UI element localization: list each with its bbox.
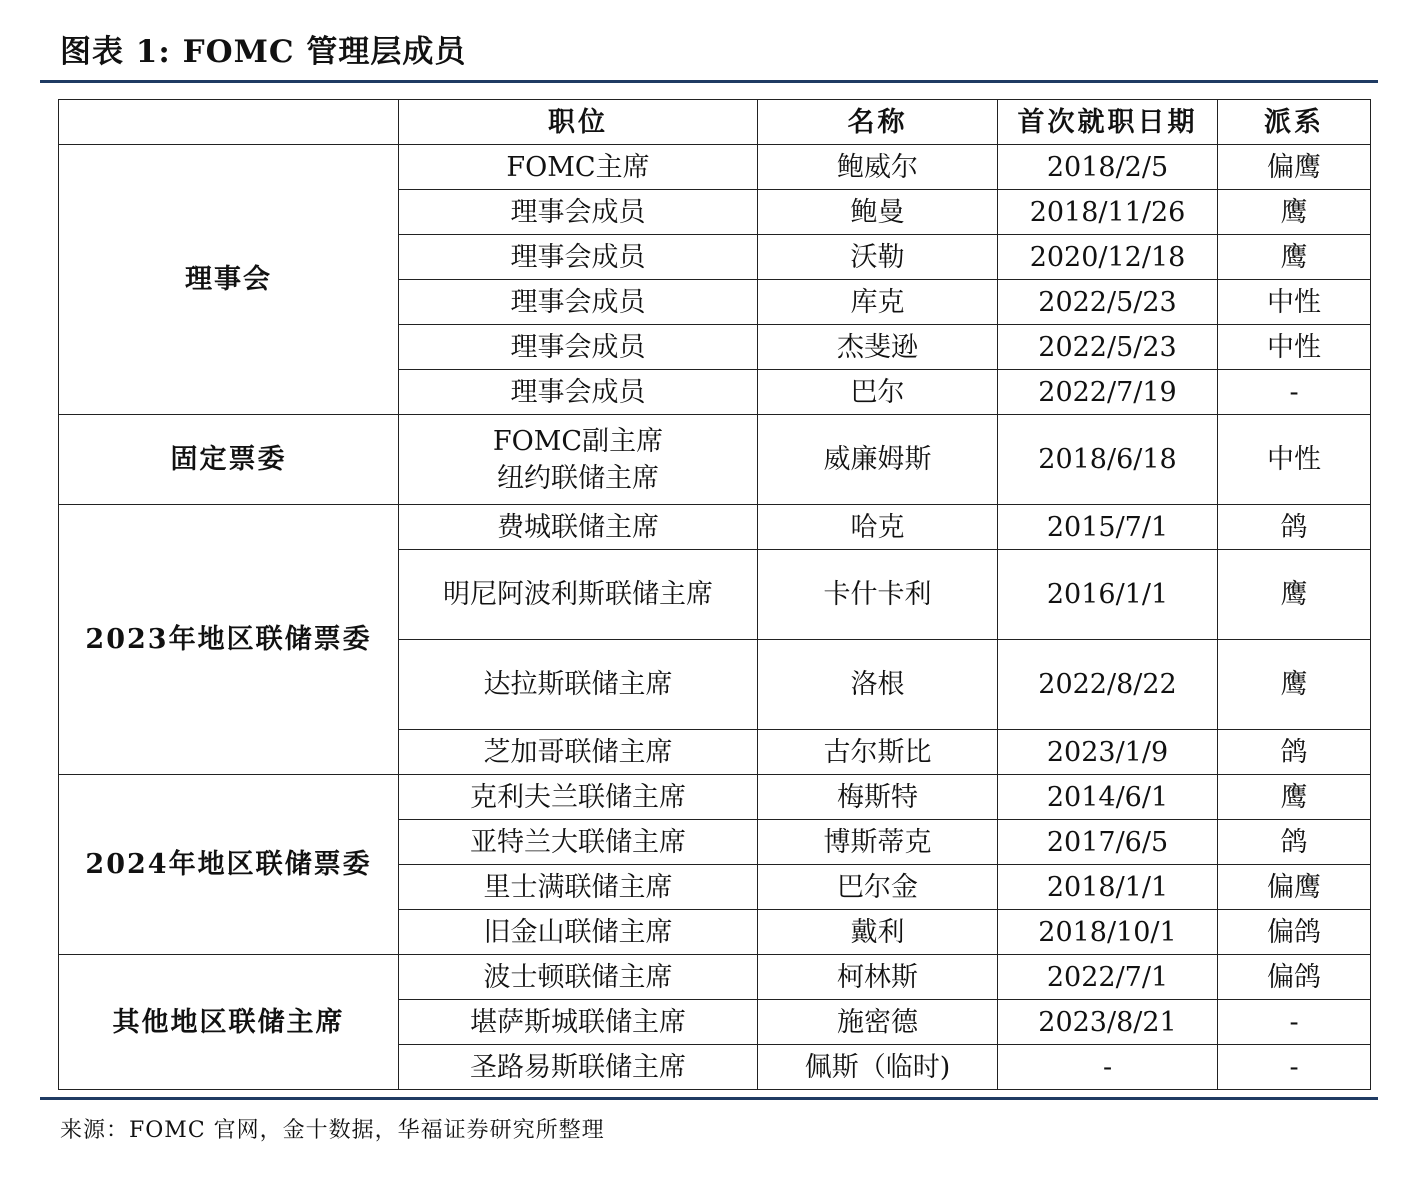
date-cell: 2022/5/23: [998, 325, 1218, 370]
figure-title: 图表 1: FOMC 管理层成员: [60, 34, 467, 70]
date-cell: 2020/12/18: [998, 235, 1218, 280]
position-cell: 堪萨斯城联储主席: [399, 1000, 758, 1045]
faction-cell: 鸽: [1218, 730, 1371, 775]
date-cell: -: [998, 1045, 1218, 1090]
source-rule: [40, 1097, 1378, 1100]
name-cell: 施密德: [758, 1000, 998, 1045]
date-cell: 2018/11/26: [998, 190, 1218, 235]
faction-cell: 鸽: [1218, 820, 1371, 865]
position-cell: 理事会成员: [399, 235, 758, 280]
faction-cell: 鹰: [1218, 640, 1371, 730]
position-cell: 理事会成员: [399, 325, 758, 370]
header-cell-position: 职位: [399, 100, 758, 145]
name-cell: 古尔斯比: [758, 730, 998, 775]
header-cell-date: 首次就职日期: [998, 100, 1218, 145]
faction-cell: 鸽: [1218, 505, 1371, 550]
position-cell: 明尼阿波利斯联储主席: [399, 550, 758, 640]
date-cell: 2022/5/23: [998, 280, 1218, 325]
date-cell: 2018/1/1: [998, 865, 1218, 910]
group-label-other-presidents: 其他地区联储主席: [59, 955, 399, 1090]
name-cell: 博斯蒂克: [758, 820, 998, 865]
table-row: [59, 415, 1371, 505]
group-label-2023-voters: 2023年地区联储票委: [59, 505, 399, 775]
position-cell: 芝加哥联储主席: [399, 730, 758, 775]
position-cell: FOMC主席: [399, 145, 758, 190]
position-cell: 波士顿联储主席: [399, 955, 758, 1000]
position-cell: 达拉斯联储主席: [399, 640, 758, 730]
position-line: FOMC副主席: [492, 425, 664, 457]
position-cell: 费城联储主席: [399, 505, 758, 550]
name-cell: 鲍曼: [758, 190, 998, 235]
name-cell: 巴尔金: [758, 865, 998, 910]
faction-cell: 偏鸽: [1218, 910, 1371, 955]
group-label-board: 理事会: [59, 145, 399, 415]
date-cell: 2018/6/18: [998, 415, 1218, 505]
table-row: [59, 955, 1371, 1000]
name-cell: 梅斯特: [758, 775, 998, 820]
position-cell: 理事会成员: [399, 190, 758, 235]
header-cell-group: [59, 100, 399, 145]
position-cell: [399, 415, 758, 505]
faction-cell: 偏鸽: [1218, 955, 1371, 1000]
faction-cell: 偏鹰: [1218, 865, 1371, 910]
group-label-permanent-voters: 固定票委: [59, 415, 399, 505]
table-header-row: [59, 100, 1371, 145]
position-cell: 里士满联储主席: [399, 865, 758, 910]
faction-cell: 鹰: [1218, 235, 1371, 280]
name-cell: 卡什卡利: [758, 550, 998, 640]
name-cell: 哈克: [758, 505, 998, 550]
faction-cell: 鹰: [1218, 550, 1371, 640]
faction-cell: -: [1218, 1000, 1371, 1045]
date-cell: 2023/8/21: [998, 1000, 1218, 1045]
date-cell: 2022/7/1: [998, 955, 1218, 1000]
name-cell: 库克: [758, 280, 998, 325]
title-rule: [40, 80, 1378, 83]
faction-cell: -: [1218, 1045, 1371, 1090]
name-cell: 杰斐逊: [758, 325, 998, 370]
name-cell: 佩斯（临时): [758, 1045, 998, 1090]
date-cell: 2018/10/1: [998, 910, 1218, 955]
header-cell-faction: 派系: [1218, 100, 1371, 145]
date-cell: 2023/1/9: [998, 730, 1218, 775]
date-cell: 2022/8/22: [998, 640, 1218, 730]
faction-cell: 偏鹰: [1218, 145, 1371, 190]
faction-cell: 中性: [1218, 325, 1371, 370]
position-cell: 亚特兰大联储主席: [399, 820, 758, 865]
table-row: [59, 505, 1371, 550]
date-cell: 2015/7/1: [998, 505, 1218, 550]
group-label-2024-voters: 2024年地区联储票委: [59, 775, 399, 955]
faction-cell: -: [1218, 370, 1371, 415]
date-cell: 2017/6/5: [998, 820, 1218, 865]
name-cell: 戴利: [758, 910, 998, 955]
table-row: [59, 775, 1371, 820]
name-cell: 沃勒: [758, 235, 998, 280]
date-cell: 2018/2/5: [998, 145, 1218, 190]
faction-cell: 中性: [1218, 280, 1371, 325]
position-cell: 圣路易斯联储主席: [399, 1045, 758, 1090]
position-cell: 理事会成员: [399, 370, 758, 415]
faction-cell: 中性: [1218, 415, 1371, 505]
name-cell: 巴尔: [758, 370, 998, 415]
position-cell: 旧金山联储主席: [399, 910, 758, 955]
faction-cell: 鹰: [1218, 190, 1371, 235]
table-row: [59, 145, 1371, 190]
date-cell: 2014/6/1: [998, 775, 1218, 820]
position-cell: 克利夫兰联储主席: [399, 775, 758, 820]
name-cell: 鲍威尔: [758, 145, 998, 190]
position-line: 纽约联储主席: [497, 462, 659, 494]
name-cell: 柯林斯: [758, 955, 998, 1000]
position-cell: 理事会成员: [399, 280, 758, 325]
name-cell: 洛根: [758, 640, 998, 730]
faction-cell: 鹰: [1218, 775, 1371, 820]
date-cell: 2016/1/1: [998, 550, 1218, 640]
date-cell: 2022/7/19: [998, 370, 1218, 415]
fomc-members-table: [58, 99, 1371, 1090]
source-note: 来源：FOMC 官网，金十数据，华福证券研究所整理: [60, 1118, 605, 1143]
header-cell-name: 名称: [758, 100, 998, 145]
name-cell: 威廉姆斯: [758, 415, 998, 505]
